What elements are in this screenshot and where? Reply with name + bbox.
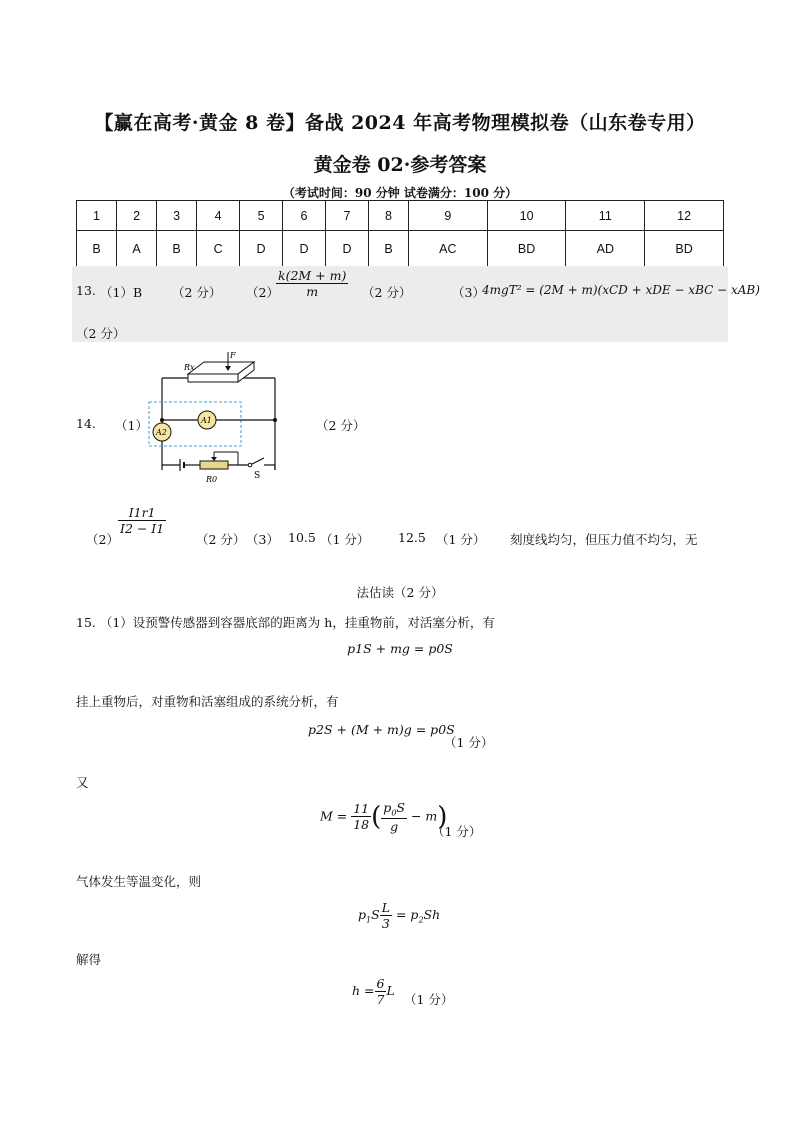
table-cell: 5 — [240, 201, 283, 231]
q15-equation-5: h = $\frac{6}{7}$ L — [352, 976, 395, 1007]
table-cell: BD — [645, 231, 724, 268]
q13-part3-score: （2 分） — [76, 326, 126, 341]
q15-text-2: 挂上重物后，对重物和活塞组成的系统分析，有 — [76, 694, 339, 709]
q13-part2-score: （2 分） — [362, 285, 412, 300]
q15-equation-4: $p_1S$ $\frac{L}{3}$ = $p_2Sh$ — [358, 900, 441, 931]
fraction-denominator: I2 − I1 — [120, 521, 165, 536]
table-row-numbers — [77, 201, 724, 231]
table-cell: 10 — [487, 201, 566, 231]
q15-text-4: 气体发生等温变化，则 — [76, 874, 202, 889]
r0-label: R0 — [206, 475, 218, 484]
q14-part3-label: （3） — [246, 532, 279, 547]
table-cell: 1 — [77, 201, 117, 231]
q14-part1-score: （2 分） — [316, 418, 366, 433]
table-cell: D — [283, 231, 326, 268]
q15-equation-1: p1S + mg = p0S — [347, 641, 453, 656]
table-cell: AC — [409, 231, 488, 268]
q14-part2-score: （2 分） — [196, 532, 246, 547]
circuit-diagram — [140, 350, 290, 490]
a1-label: A1 — [201, 416, 212, 425]
q15-equation-2: p2S + (M + m)g = p0S — [308, 722, 455, 737]
table-cell: D — [240, 231, 283, 268]
exam-timing: （考试时间：90 分钟 试卷满分：100 分） — [282, 186, 518, 200]
table-cell: D — [326, 231, 369, 268]
q14-part3-score1: （1 分） — [320, 532, 370, 547]
q15-intro: 15. （1）设预警传感器到容器底部的距离为 h，挂重物前，对活塞分析，有 — [76, 615, 495, 630]
q13-part2-label: （2） — [246, 285, 279, 300]
table-cell: 9 — [409, 201, 488, 231]
page-title: 【赢在高考·黄金 8 卷】备战 2024 年高考物理模拟卷（山东卷专用） — [94, 112, 706, 134]
q15-equation-3: M = $\frac{11}{18}$ ( $\frac{p_0S}{g}$ − m) — [320, 800, 448, 834]
table-cell: 6 — [283, 201, 326, 231]
table-cell: 2 — [117, 201, 157, 231]
q13-part3-expression: 4mgT² = (2M + m)(xCD + xDE − xBC − xAB) — [482, 283, 760, 297]
a2-label: A2 — [156, 428, 167, 437]
q14-part3-value1: 10.5 — [288, 530, 316, 545]
rx-label: Rx — [184, 363, 195, 372]
table-row-answers — [77, 231, 724, 268]
table-cell: B — [77, 231, 117, 268]
q13-highlight — [72, 266, 728, 342]
fraction-numerator: I1r1 — [118, 505, 166, 521]
q14-part2-fraction — [118, 505, 166, 536]
table-cell: 4 — [197, 201, 240, 231]
q14-part3-value2: 12.5 — [398, 530, 426, 545]
q13-part1-score: （2 分） — [172, 285, 222, 300]
q13-label: 13. — [76, 283, 96, 298]
table-cell: 7 — [326, 201, 369, 231]
q14-label: 14. — [76, 416, 96, 431]
q14-part3-score2: （1 分） — [436, 532, 486, 547]
table-cell: A — [117, 231, 157, 268]
q13-part2-fraction — [276, 268, 348, 299]
page-subtitle: 黄金卷 02·参考答案 — [313, 154, 487, 176]
force-label: F — [230, 351, 236, 360]
q13-part3-label: （3） — [452, 285, 485, 300]
q15-equation-2-score: （1 分） — [444, 735, 494, 750]
fraction-denominator: m — [306, 284, 319, 299]
sensor-plate-body — [188, 374, 238, 382]
table-cell: B — [368, 231, 408, 268]
table-cell: AD — [566, 231, 645, 268]
switch-icon — [248, 463, 252, 467]
q15-equation-5-score: （1 分） — [404, 992, 454, 1007]
q15-text-3: 又 — [76, 775, 89, 790]
q14-part1-label: （1） — [115, 418, 148, 433]
table-cell: BD — [487, 231, 566, 268]
fraction-numerator: k(2M + m) — [278, 268, 347, 283]
table-cell: C — [197, 231, 240, 268]
switch-label: S — [254, 471, 261, 481]
table-cell: 11 — [566, 201, 645, 231]
q13-part1: （1）B — [100, 285, 143, 300]
rheostat-icon — [200, 461, 228, 469]
table-cell: 12 — [645, 201, 724, 231]
q14-part3-text: 刻度线均匀，但压力值不均匀，无 — [510, 532, 698, 547]
q14-part2-label: （2） — [86, 532, 119, 547]
table-cell: B — [157, 231, 197, 268]
table-cell: 3 — [157, 201, 197, 231]
q15-equation-3-score: （1 分） — [432, 824, 482, 839]
answer-table — [76, 200, 724, 268]
q15-text-5: 解得 — [76, 952, 102, 967]
table-cell: 8 — [368, 201, 408, 231]
q14-part3-continuation: 法估读（2 分） — [356, 585, 444, 600]
